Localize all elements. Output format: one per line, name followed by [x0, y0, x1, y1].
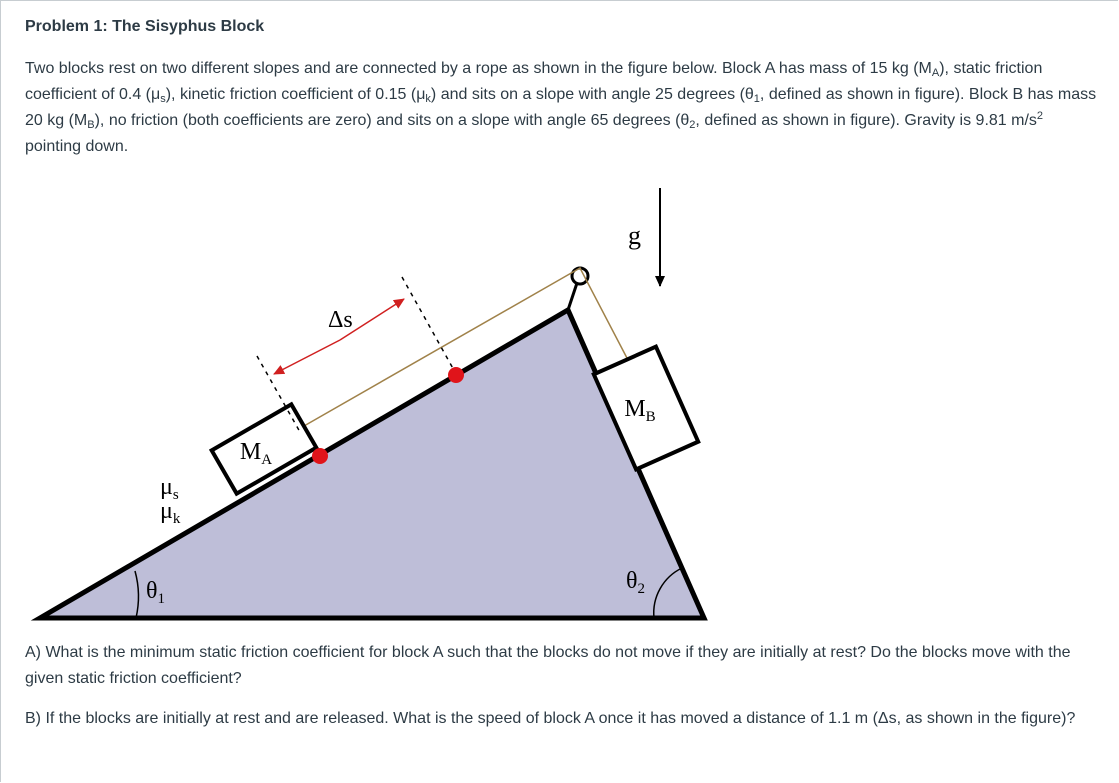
block-a-sub: A	[261, 452, 273, 468]
start-marker	[312, 448, 328, 464]
end-marker	[448, 367, 464, 383]
block-b-label: M	[624, 396, 646, 422]
mu-k-label: $\mu_k$	[160, 498, 181, 527]
delta-s-guide-end	[402, 277, 455, 372]
question-b: B) If the blocks are initially at rest and are released. What is the speed of block A once it has moved a distance of 1.1 m (Δs, as shown in the figure)?	[25, 710, 1076, 727]
question-a: A) What is the minimum static friction coefficient for block A such that the blocks do not move if they are initially at rest? Do the blocks move with the given static friction coefficient?	[25, 644, 1071, 687]
block-b-sub: B	[645, 409, 656, 425]
delta-s-label: Δs	[328, 307, 353, 333]
theta1-label: $\theta_1$	[146, 578, 165, 607]
ramp-triangle	[40, 310, 704, 618]
mu-s-label: $\mu_s$	[160, 474, 179, 503]
delta-s-arrow	[274, 340, 340, 374]
block-a-label: M	[239, 439, 262, 465]
problem-intro: Two blocks rest on two different slopes and are connected by a rope as shown in the figure below. Block A has mass of 15 kg $(M_A)$, static friction coefficient of 0.4 $(\mu_s)$, kinetic friction coefficient of 0.15 $(\mu_k)$ and sits on a slope with angle 25 degrees ($\theta_1$, defined as shown in figure). Block B has mass 20 kg $(M_B)$, no friction (both coefficients are zero) and sits on a slope with angle 65 degrees ($\theta_2$, defined as shown in figure). Gravity is 9.81 $m/s^2$ pointing down.	[25, 60, 1097, 155]
gravity-label: g	[628, 221, 641, 250]
problem-title: Problem 1: The Sisyphus Block	[25, 18, 265, 35]
theta2-label: $\theta_2$	[626, 568, 645, 597]
